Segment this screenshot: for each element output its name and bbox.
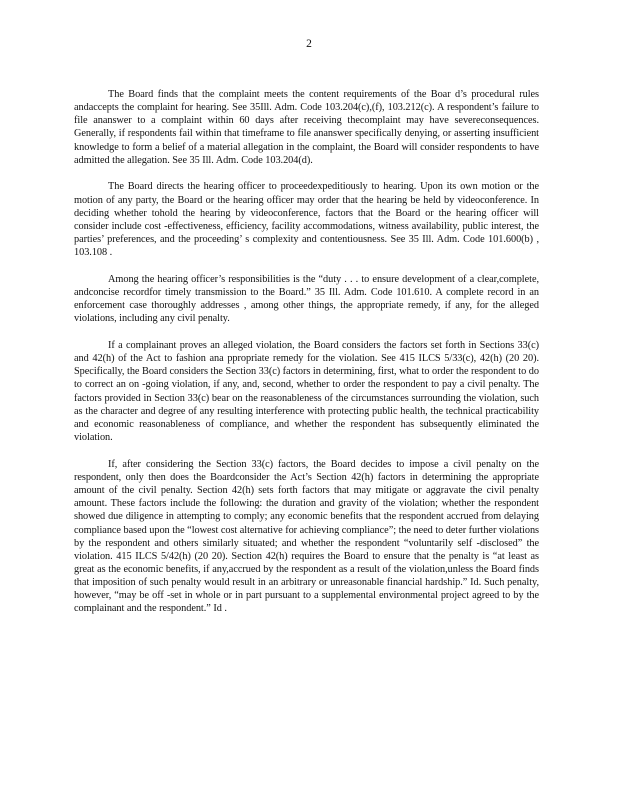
paragraph-hearing-videoconference: The Board directs the hearing officer to proceedexpeditiously to hearing. Upon its own motion or the motion of any party, the Board or the hearing officer may order that the hearing be held by videoconference. In deciding whether tohold the hearing by videoconference, factors that the Board or the hearing officer will consider include cost -effectiveness, efficiency, facility accommodations, witness availability, public interest, the parties’ preferences, and the proceeding’ s complexity and contentiousness. See 35 Ill. Adm. Code 101.600(b) , 103.108 . — [74, 181, 539, 259]
paragraph-hearing-officer-duty: Among the hearing officer’s responsibilities is the “duty . . . to ensure development of a clear,complete, andconcise recordfor timely transmission to the Board.” 35 Ill. Adm. Code 101.610. A complete record in an enforcement case thoroughly addresses , among other things, the appropriate remedy, if any, for the alleged violations, including any civil penalty. — [74, 273, 539, 325]
page-number: 2 — [306, 38, 312, 50]
paragraph-section-33c-factors: If a complainant proves an alleged violation, the Board considers the factors set forth in Sections 33(c) and 42(h) of the Act to fashion ana ppropriate remedy for the violation. See 415 ILCS 5/33(c), 42(h) (20 20). Specifically, the Board considers the Section 33(c) factors in determining, first, what to order the respondent to do to correct an on -going violation, if any, and, second, whether to order the respondent to pay a civil penalty. The factors provided in Section 33(c) bear on the reasonableness of the circumstances surrounding the violation, such as the character and degree of any resulting interference with protecting public health, the technical practicability and economic reasonableness of compliance, and whether the respondent has subsequently eliminated the violation. — [74, 340, 539, 444]
document-body — [74, 88, 539, 629]
paragraph-complaint-acceptance: The Board finds that the complaint meets the content requirements of the Boar d’s procedural rules andaccepts the complaint for hearing. See 35Ill. Adm. Code 103.204(c),(f), 103.212(c). A respondent’s failure to file ananswer to a complaint within 60 days after receiving thecomplaint may have severeconsequences. Generally, if respondents fail within that timeframe to file ananswer specifically denying, or asserting insufficient knowledge to form a belief of a material allegation in the complaint, the Board will consider respondents to have admitted the allegation. See 35 Ill. Adm. Code 103.204(d). — [74, 89, 539, 166]
paragraph-section-42h-factors: If, after considering the Section 33(c) factors, the Board decides to impose a civil penalty on the respondent, only then does the Boardconsider the Act’s Section 42(h) factors in determining the appropriate amount of the civil penalty. Section 42(h) sets forth factors that may mitigate or aggravate the civil penalty amount. These factors include the following: the duration and gravity of the violation; whether the respondent showed due diligence in attempting to comply; any economic benefits that the respondent accrued from delaying compliance based upon the “lowest cost alternative for achieving compliance”; the need to deter further violations by the respondent and others similarly situated; and whether the respondent “voluntarily self -disclosed” the violation. 415 ILCS 5/42(h) (20 20). Section 42(h) requires the Board to ensure that the penalty is “at least as great as the economic benefits, if any,accrued by the respondent as a result of the violation,unless the Board finds that imposition of such penalty would result in an arbitrary or unreasonable financial hardship.” Id. Such penalty, however, “may be off -set in whole or in part pursuant to a supplemental environmental project agreed to by the complainant and the respondent.” Id . — [74, 458, 539, 615]
